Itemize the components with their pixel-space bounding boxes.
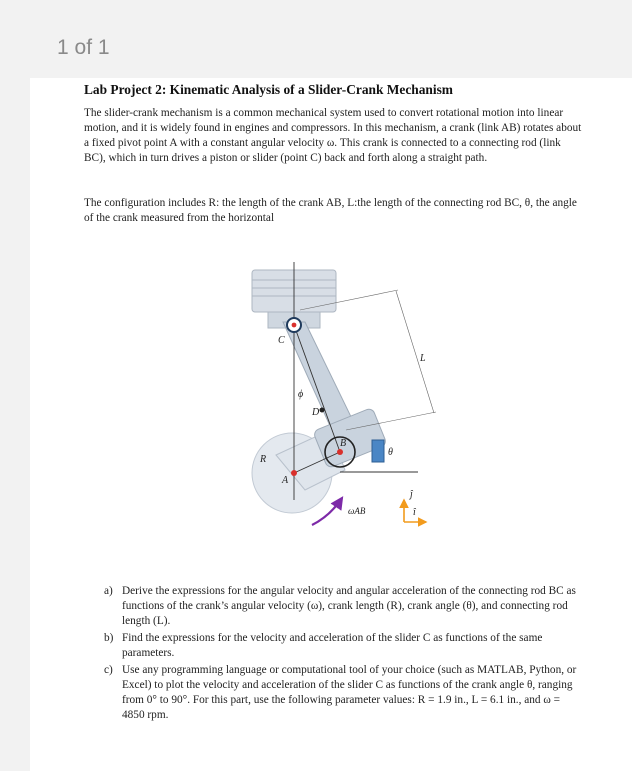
slider-crank-diagram xyxy=(235,260,450,535)
question-marker: c) xyxy=(104,664,113,676)
label-r: R xyxy=(260,454,267,465)
label-omega: ωAB xyxy=(348,506,366,516)
question-item xyxy=(104,584,584,629)
label-j: ĵ xyxy=(410,489,413,500)
l-dimension-line xyxy=(396,291,434,413)
question-item xyxy=(104,631,584,661)
label-l: L xyxy=(420,353,426,364)
question-marker: a) xyxy=(104,585,113,597)
rod-cap xyxy=(372,440,384,462)
pin-a xyxy=(291,470,297,476)
question-text: Find the expressions for the velocity and acceleration of the slider C as functions of the same parameters. xyxy=(122,632,543,659)
question-list xyxy=(104,584,584,725)
label-d: D xyxy=(312,407,320,418)
label-a: A xyxy=(282,475,289,486)
question-item xyxy=(104,663,584,723)
document-title: Lab Project 2: Kinematic Analysis of a Slider-Crank Mechanism xyxy=(84,82,453,97)
configuration-paragraph: The configuration includes R: the length of the crank AB, L:the length of the connecting rod BC, θ, the angle of the crank measured from the horizontal xyxy=(84,197,577,224)
label-phi: ϕ xyxy=(298,389,304,400)
question-text: Use any programming language or computational tool of your choice (such as MATLAB, Python, or Excel) to plot the velocity and acceleration of the slider C as functions of the crank angle θ, ranging from 0° to 90°. For this part, use the following parameter values: R = 1.9 in., L = 6.1 in., and ω = 4850 rpm. xyxy=(122,664,577,721)
label-b: B xyxy=(340,438,347,449)
point-d xyxy=(320,408,325,413)
label-c: C xyxy=(278,335,285,346)
label-i: î xyxy=(413,507,416,518)
page-counter: 1 of 1 xyxy=(57,36,110,59)
label-theta: θ xyxy=(388,447,393,458)
question-text: Derive the expressions for the angular velocity and angular acceleration of the connecting rod BC as functions of the crank’s angular velocity (ω), crank length (R), crank angle (θ), and connecting rod length (L). xyxy=(122,585,576,627)
intro-paragraph: The slider-crank mechanism is a common mechanical system used to convert rotational motion into linear motion, and it is widely found in engines and compressors. In this mechanism, a crank (link AB) rotates about a fixed pivot point A with a constant angular velocity ω. This crank is connected to a connecting rod (link BC), which in turn drives a piston or slider (point C) back and forth along a straight path. xyxy=(84,107,582,164)
question-marker: b) xyxy=(104,632,114,644)
